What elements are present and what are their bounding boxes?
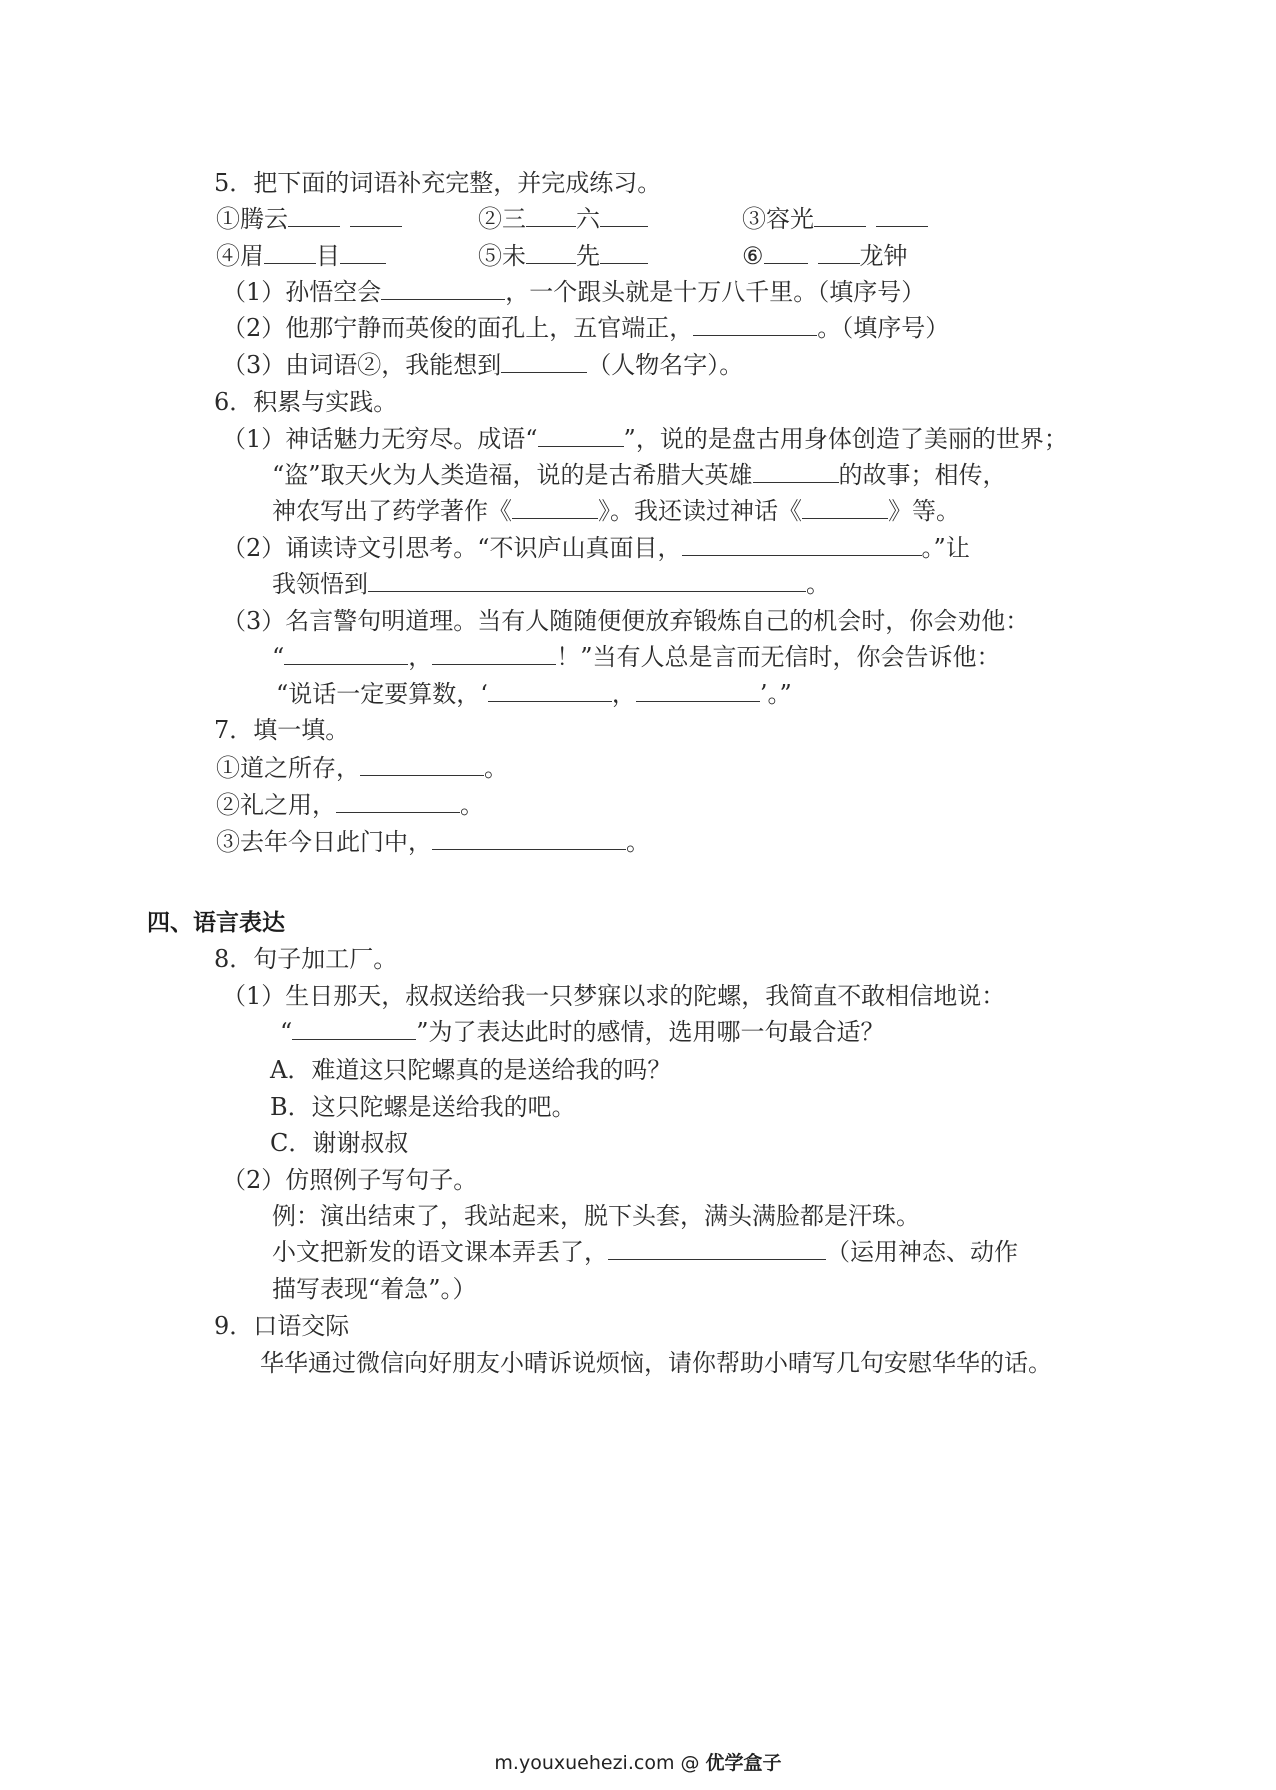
blank[interactable] <box>264 241 316 264</box>
q8-p2-title: （2）仿照例子写句子。 <box>222 1166 478 1194</box>
q5-sub-2: （2）他那宁静而英俊的面孔上，五官端正， 。（填序号） <box>222 314 950 342</box>
blank[interactable] <box>288 204 340 227</box>
q8-p2-line2: 描写表现“着急”。） <box>272 1275 477 1303</box>
blank[interactable] <box>764 241 808 264</box>
blank[interactable] <box>432 827 626 850</box>
q7-title: 7．填一填。 <box>214 716 350 744</box>
q8-p2-line1: 小文把新发的语文课本弄丢了， （运用神态、动作 <box>272 1238 1018 1266</box>
option-b[interactable]: B．这只陀螺是送给我的吧。 <box>270 1093 576 1121</box>
q6-p3-line3: “说话一定要算数，‘ ， ’。” <box>276 680 792 708</box>
blank[interactable] <box>600 204 648 227</box>
q6-p1-line2: “盗”取天火为人类造福，说的是古希腊大英雄 的故事；相传， <box>272 461 1007 489</box>
blank[interactable] <box>512 496 598 519</box>
footer <box>0 1748 1276 1775</box>
q8-title: 8．句子加工厂。 <box>214 945 398 973</box>
blank[interactable] <box>802 496 888 519</box>
q6-p3-line1: （3）名言警句明道理。当有人随随便便放弃锻炼自己的机会时，你会劝他： <box>222 607 1030 635</box>
q6-p2-line2: 我领悟到 。 <box>272 570 830 598</box>
word-6: ⑥ 龙钟 <box>742 242 908 270</box>
word-2: ②三 六 <box>478 204 648 234</box>
blank[interactable] <box>284 642 408 665</box>
blank[interactable] <box>526 241 576 264</box>
q5-sub-1: （1）孙悟空会 ，一个跟头就是十万八千里。（填序号） <box>222 278 926 306</box>
q5-sub-3: （3）由词语②，我能想到 （人物名字）。 <box>222 351 744 379</box>
blank[interactable] <box>292 1017 416 1040</box>
blank[interactable] <box>526 204 576 227</box>
q7-item-1: ①道之所存， 。 <box>216 754 508 782</box>
blank[interactable] <box>381 277 505 300</box>
word-1: ①腾云 <box>216 204 402 234</box>
blank[interactable] <box>682 533 922 556</box>
q6-p1-line3: 神农写出了药学著作《 》。我还读过神话《 》等。 <box>272 497 960 525</box>
blank[interactable] <box>538 424 624 447</box>
q5-title: 5．把下面的词语补充完整，并完成练习。 <box>214 169 662 197</box>
blank[interactable] <box>488 679 612 702</box>
blank[interactable] <box>814 204 866 227</box>
q6-p1-line1: （1）神话魅力无穷尽。成语“ ”，说的是盘古用身体创造了美丽的世界； <box>222 425 1068 453</box>
section-heading: 四、语言表达 <box>147 910 285 936</box>
word-4: ④眉 目 <box>216 241 386 271</box>
blank[interactable] <box>432 642 556 665</box>
footer-site[interactable]: m.youxuehezi.com @ <box>494 1752 706 1774</box>
q7-item-3: ③去年今日此门中， 。 <box>216 828 650 856</box>
q6-p3-line2: “ ， ！”当有人总是言而无信时，你会告诉他： <box>272 643 1001 671</box>
blank[interactable] <box>818 241 860 264</box>
q8-example: 例：演出结束了，我站起来，脱下头套，满头满脸都是汗珠。 <box>272 1202 920 1230</box>
q9-title: 9．口语交际 <box>214 1312 350 1340</box>
blank[interactable] <box>350 204 402 227</box>
blank[interactable] <box>600 241 648 264</box>
q8-p1-line1: （1）生日那天，叔叔送给我一只梦寐以求的陀螺，我简直不敢相信地说： <box>222 982 1006 1010</box>
blank[interactable] <box>608 1237 826 1260</box>
q9-body: 华华通过微信向好朋友小晴诉说烦恼，请你帮助小晴写几句安慰华华的话。 <box>260 1349 1052 1377</box>
blank[interactable] <box>501 350 587 373</box>
blank[interactable] <box>368 569 806 592</box>
word-5: ⑤未 先 <box>478 241 648 271</box>
q7-item-2: ②礼之用， 。 <box>216 791 484 819</box>
option-c[interactable]: C．谢谢叔叔 <box>270 1129 409 1157</box>
blank[interactable] <box>360 753 484 776</box>
blank[interactable] <box>636 679 760 702</box>
blank[interactable] <box>340 241 386 264</box>
blank[interactable] <box>693 313 817 336</box>
q6-p2-line1: （2）诵读诗文引思考。“不识庐山真面目， 。”让 <box>222 534 970 562</box>
footer-brand: 优学盒子 <box>705 1752 782 1774</box>
blank[interactable] <box>876 204 928 227</box>
blank[interactable] <box>336 790 460 813</box>
blank[interactable] <box>753 460 839 483</box>
word-3: ③容光 <box>742 204 928 234</box>
q6-title: 6．积累与实践。 <box>214 388 398 416</box>
q8-p1-line2: “ ”为了表达此时的感情，选用哪一句最合适？ <box>280 1018 885 1046</box>
option-a[interactable]: A．难道这只陀螺真的是送给我的吗？ <box>270 1056 672 1084</box>
